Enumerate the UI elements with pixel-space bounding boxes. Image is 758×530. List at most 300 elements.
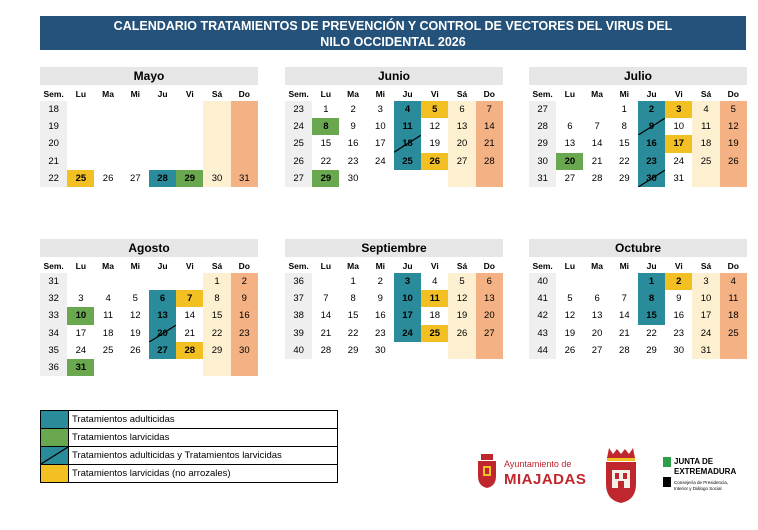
weekday-header: Ju <box>402 261 413 271</box>
day-cell: 2 <box>665 273 692 290</box>
weekday-header: Do <box>231 87 258 101</box>
day-cell: 15 <box>638 307 665 324</box>
day-cell <box>94 101 121 118</box>
day-cell <box>176 118 203 135</box>
day-cell: 18 <box>720 307 747 324</box>
day-number: 30 <box>646 172 657 184</box>
day-cell <box>149 118 176 135</box>
day-cell: 31 <box>692 342 719 359</box>
day-cell: 4 <box>105 293 111 305</box>
week-number: 42 <box>529 307 556 324</box>
day-cell <box>122 101 149 118</box>
week-row <box>285 101 503 118</box>
weekday-header: Lu <box>75 261 87 271</box>
day-cell <box>394 135 421 152</box>
day-cell <box>231 153 258 170</box>
day-cell <box>94 153 121 170</box>
week-number: 40 <box>529 273 556 290</box>
day-cell <box>176 101 203 118</box>
day-cell: 12 <box>564 310 576 322</box>
day-cell: 14 <box>619 310 630 322</box>
week-row <box>285 170 503 187</box>
legend-item <box>41 429 337 447</box>
page-title <box>40 16 746 50</box>
day-cell <box>476 342 503 359</box>
weekday-header: Sem. <box>40 259 67 273</box>
day-cell <box>122 359 149 376</box>
day-cell: 24 <box>673 155 685 167</box>
weekday-header: Ju <box>646 261 657 271</box>
day-cell: 20 <box>476 307 503 324</box>
day-cell: 23 <box>231 325 258 342</box>
weekday-header: Mi <box>375 89 386 99</box>
weekday-header: Sem. <box>285 259 312 273</box>
week-row <box>40 325 258 342</box>
week-row <box>40 118 258 135</box>
day-cell: 17 <box>394 307 421 324</box>
day-number: 9 <box>648 121 655 133</box>
coat-of-arms-icon <box>603 446 639 504</box>
week-row <box>40 101 258 118</box>
week-row <box>285 290 503 307</box>
day-cell: 7 <box>594 121 600 133</box>
day-cell: 14 <box>184 310 196 322</box>
weekday-header: Sá <box>448 259 475 273</box>
day-cell: 21 <box>320 327 332 339</box>
weekday-header: Ma <box>347 261 359 271</box>
week-number: 37 <box>285 290 312 307</box>
day-cell: 27 <box>149 342 176 359</box>
weekday-header: Sem. <box>529 259 556 273</box>
day-cell <box>94 359 121 376</box>
week-row <box>40 273 258 290</box>
day-cell: 10 <box>375 121 386 133</box>
weekday-header: Sá <box>203 87 230 101</box>
week-row <box>40 153 258 170</box>
day-cell: 5 <box>448 273 475 290</box>
day-cell: 19 <box>429 138 441 150</box>
weekday-header: Lu <box>320 261 332 271</box>
day-cell: 2 <box>231 273 258 290</box>
day-cell: 19 <box>448 307 475 324</box>
day-cell: 8 <box>621 121 627 133</box>
day-cell <box>720 342 747 359</box>
weekday-header: Ma <box>591 89 603 99</box>
day-cell <box>203 101 230 118</box>
day-cell: 10 <box>673 121 685 133</box>
day-cell: 24 <box>375 155 386 167</box>
day-cell: 28 <box>320 344 332 356</box>
legend-swatch <box>41 429 69 446</box>
weekday-header: Sá <box>692 259 719 273</box>
day-cell: 17 <box>75 327 87 339</box>
day-cell: 17 <box>665 135 692 152</box>
weekday-header: Do <box>476 259 503 273</box>
week-number: 20 <box>40 135 67 152</box>
day-cell: 1 <box>638 273 665 290</box>
month-grid <box>40 259 258 376</box>
week-number: 41 <box>529 290 556 307</box>
week-row <box>529 118 747 135</box>
weekday-header: Do <box>231 259 258 273</box>
day-cell <box>122 273 149 290</box>
weekday-header: Lu <box>75 89 87 99</box>
day-cell <box>556 101 583 118</box>
week-number: 32 <box>40 290 67 307</box>
day-cell: 7 <box>176 290 203 307</box>
weekday-header: Lu <box>564 261 576 271</box>
legend-label: Tratamientos larvicidas (no arrozales) <box>72 468 231 479</box>
week-number: 36 <box>40 359 67 376</box>
day-cell <box>176 359 203 376</box>
day-cell: 29 <box>619 172 630 184</box>
day-cell: 21 <box>619 327 630 339</box>
day-cell: 24 <box>692 325 719 342</box>
day-cell <box>231 118 258 135</box>
week-row <box>285 118 503 135</box>
month-calendar <box>40 67 258 187</box>
day-cell <box>176 153 203 170</box>
day-cell: 18 <box>692 135 719 152</box>
day-cell <box>556 273 583 290</box>
weekday-header: Ma <box>102 89 114 99</box>
week-number: 31 <box>529 170 556 187</box>
day-cell: 27 <box>448 153 475 170</box>
day-cell: 4 <box>720 273 747 290</box>
day-cell: 28 <box>591 172 603 184</box>
week-row <box>529 101 747 118</box>
weekday-header: Ma <box>591 261 603 271</box>
day-cell: 8 <box>350 293 356 305</box>
week-row <box>40 342 258 359</box>
month-calendar <box>529 239 747 359</box>
day-cell: 10 <box>67 307 94 324</box>
day-cell: 17 <box>692 307 719 324</box>
week-row <box>529 290 747 307</box>
legend-item <box>41 447 337 465</box>
day-cell: 14 <box>591 138 603 150</box>
title-line-2: NILO OCCIDENTAL 2026 <box>320 35 466 49</box>
day-cell: 1 <box>203 273 230 290</box>
day-cell: 7 <box>323 293 329 305</box>
week-number: 21 <box>40 153 67 170</box>
day-cell <box>638 170 665 187</box>
day-cell: 9 <box>676 293 682 305</box>
month-title: Septiembre <box>285 239 503 257</box>
day-cell: 2 <box>350 104 356 116</box>
day-cell: 9 <box>377 293 383 305</box>
month-title: Mayo <box>40 67 258 85</box>
month-title: Octubre <box>529 239 747 257</box>
day-cell: 27 <box>130 172 141 184</box>
day-cell: 25 <box>720 325 747 342</box>
junta-line-2: EXTREMADURA <box>674 467 737 476</box>
day-cell: 25 <box>692 153 719 170</box>
weekday-header: Sá <box>203 259 230 273</box>
month-grid <box>285 259 503 359</box>
day-cell: 28 <box>476 153 503 170</box>
day-cell: 3 <box>692 273 719 290</box>
week-number: 38 <box>285 307 312 324</box>
day-cell: 27 <box>476 325 503 342</box>
day-cell: 3 <box>394 273 421 290</box>
day-cell: 27 <box>564 172 576 184</box>
weekday-header: Vi <box>674 261 683 271</box>
weekday-header: Mi <box>130 89 141 99</box>
week-number: 33 <box>40 307 67 324</box>
ayto-big-text: MIAJADAS <box>504 471 587 488</box>
weekday-header: Mi <box>375 261 386 271</box>
day-cell <box>367 170 394 187</box>
day-cell: 12 <box>429 121 441 133</box>
day-cell: 25 <box>394 153 421 170</box>
week-row <box>285 325 503 342</box>
weekday-header: Do <box>720 259 747 273</box>
day-cell: 19 <box>720 135 747 152</box>
day-cell: 30 <box>673 344 685 356</box>
day-number: 20 <box>157 327 168 339</box>
weekday-header: Ju <box>157 89 168 99</box>
junta-sub-1: Consejería de Presidencia, <box>674 480 729 485</box>
day-cell: 26 <box>102 172 114 184</box>
day-cell <box>203 135 230 152</box>
day-cell: 4 <box>394 101 421 118</box>
day-cell: 4 <box>692 101 719 118</box>
day-cell: 15 <box>320 138 332 150</box>
day-cell: 29 <box>347 344 359 356</box>
day-cell: 15 <box>347 310 359 322</box>
day-cell: 15 <box>619 138 630 150</box>
day-cell: 26 <box>421 153 448 170</box>
title-line-1: CALENDARIO TRATAMIENTOS DE PREVENCIÓN Y CONTROL DE VECTORES DEL VIRUS DEL <box>113 19 673 33</box>
day-cell: 6 <box>594 293 600 305</box>
day-cell <box>203 153 230 170</box>
day-cell: 24 <box>394 325 421 342</box>
day-cell: 16 <box>375 310 386 322</box>
day-cell: 1 <box>350 276 356 288</box>
day-cell: 11 <box>421 290 448 307</box>
day-cell <box>312 273 339 290</box>
day-cell <box>476 170 503 187</box>
week-row <box>40 170 258 187</box>
week-number: 29 <box>529 135 556 152</box>
day-cell <box>122 118 149 135</box>
day-cell: 30 <box>347 172 359 184</box>
miajadas-shield-icon <box>477 454 497 488</box>
day-cell: 18 <box>102 327 114 339</box>
month-title: Agosto <box>40 239 258 257</box>
day-cell: 28 <box>619 344 630 356</box>
day-cell: 28 <box>176 342 203 359</box>
week-row <box>529 273 747 290</box>
day-cell: 5 <box>720 101 747 118</box>
day-cell: 20 <box>556 153 583 170</box>
day-cell <box>394 342 421 359</box>
day-cell: 23 <box>673 327 685 339</box>
week-row <box>40 307 258 324</box>
day-cell: 31 <box>673 172 685 184</box>
day-cell: 14 <box>320 310 332 322</box>
day-cell <box>149 153 176 170</box>
week-row <box>40 135 258 152</box>
week-number: 40 <box>285 342 312 359</box>
day-cell: 16 <box>673 310 685 322</box>
day-cell <box>67 153 94 170</box>
week-number: 18 <box>40 101 67 118</box>
week-row <box>40 359 258 376</box>
day-cell <box>448 170 475 187</box>
week-row <box>285 135 503 152</box>
week-row <box>285 153 503 170</box>
weekday-header: Vi <box>430 261 439 271</box>
day-cell <box>448 342 475 359</box>
legend-item <box>41 465 337 482</box>
ayto-small-text: Ayuntamiento de <box>504 459 572 469</box>
day-cell <box>231 359 258 376</box>
day-cell: 29 <box>203 342 230 359</box>
week-number: 36 <box>285 273 312 290</box>
day-cell: 1 <box>323 104 329 116</box>
day-cell: 6 <box>149 290 176 307</box>
day-cell: 19 <box>130 327 141 339</box>
weekday-header: Sem. <box>40 87 67 101</box>
day-cell: 16 <box>347 138 359 150</box>
day-cell: 10 <box>394 290 421 307</box>
day-cell: 5 <box>567 293 573 305</box>
day-cell: 11 <box>720 290 747 307</box>
day-cell <box>692 170 719 187</box>
day-cell: 29 <box>176 170 203 187</box>
weekday-header: Sem. <box>529 87 556 101</box>
week-row <box>529 153 747 170</box>
day-cell: 13 <box>476 290 503 307</box>
weekday-header: Vi <box>185 89 194 99</box>
day-cell: 21 <box>591 155 603 167</box>
day-cell: 20 <box>591 327 603 339</box>
day-cell: 26 <box>130 344 141 356</box>
day-cell <box>67 273 94 290</box>
day-number: 18 <box>402 138 413 150</box>
day-cell: 20 <box>448 135 475 152</box>
day-cell: 28 <box>149 170 176 187</box>
weekday-header: Mi <box>619 89 630 99</box>
legend-label: Tratamientos adulticidas <box>72 414 175 425</box>
day-cell: 23 <box>638 153 665 170</box>
logos-area <box>470 444 750 504</box>
weekday-header: Ju <box>646 89 657 99</box>
day-cell: 21 <box>476 135 503 152</box>
day-cell: 31 <box>67 359 94 376</box>
week-row <box>285 342 503 359</box>
day-cell <box>583 273 610 290</box>
day-cell: 13 <box>564 138 576 150</box>
day-cell: 23 <box>375 327 386 339</box>
day-cell: 5 <box>132 293 138 305</box>
day-cell: 18 <box>429 310 441 322</box>
day-cell <box>122 135 149 152</box>
weekday-header: Ma <box>347 89 359 99</box>
day-cell: 7 <box>621 293 627 305</box>
weekday-header: Vi <box>430 89 439 99</box>
day-cell: 27 <box>591 344 603 356</box>
day-cell <box>583 101 610 118</box>
day-cell <box>94 118 121 135</box>
week-number: 43 <box>529 325 556 342</box>
day-cell <box>149 359 176 376</box>
weekday-header: Ju <box>402 89 413 99</box>
day-cell: 22 <box>619 155 630 167</box>
day-cell <box>203 118 230 135</box>
weekday-header: Lu <box>564 89 576 99</box>
day-cell: 15 <box>203 307 230 324</box>
week-number: 22 <box>40 170 67 187</box>
weekday-header: Vi <box>674 89 683 99</box>
weekday-header: Mi <box>130 261 141 271</box>
day-cell <box>421 342 448 359</box>
week-number: 27 <box>285 170 312 187</box>
month-grid <box>285 87 503 187</box>
day-cell: 31 <box>231 170 258 187</box>
week-number: 28 <box>529 118 556 135</box>
day-cell: 13 <box>591 310 603 322</box>
weekday-header: Do <box>720 87 747 101</box>
day-cell <box>203 359 230 376</box>
legend <box>40 410 338 483</box>
day-cell: 24 <box>75 344 87 356</box>
day-cell: 21 <box>184 327 196 339</box>
legend-swatch <box>41 447 69 464</box>
junta-flag-icon <box>663 457 671 487</box>
day-cell: 22 <box>320 155 332 167</box>
day-cell <box>394 170 421 187</box>
junta-line-1: JUNTA DE <box>674 457 714 466</box>
day-cell <box>176 135 203 152</box>
month-title: Julio <box>529 67 747 85</box>
weekday-header: Lu <box>320 89 332 99</box>
week-row <box>285 273 503 290</box>
day-cell: 3 <box>665 101 692 118</box>
day-cell: 8 <box>203 290 230 307</box>
day-cell: 22 <box>347 327 359 339</box>
legend-swatch <box>41 465 69 482</box>
day-cell <box>67 135 94 152</box>
day-cell: 6 <box>448 101 475 118</box>
day-cell: 16 <box>638 135 665 152</box>
day-cell: 9 <box>350 121 356 133</box>
day-cell: 25 <box>421 325 448 342</box>
week-row <box>285 307 503 324</box>
day-cell: 10 <box>692 290 719 307</box>
month-title: Junio <box>285 67 503 85</box>
day-cell: 6 <box>567 121 573 133</box>
month-calendar <box>285 67 503 187</box>
day-cell: 9 <box>231 290 258 307</box>
week-number: 30 <box>529 153 556 170</box>
day-cell <box>149 135 176 152</box>
day-cell <box>67 118 94 135</box>
day-cell: 29 <box>312 170 339 187</box>
day-cell: 30 <box>231 342 258 359</box>
day-cell: 7 <box>476 101 503 118</box>
day-cell <box>176 273 203 290</box>
week-number: 34 <box>40 325 67 342</box>
day-cell: 30 <box>375 344 386 356</box>
week-row <box>529 342 747 359</box>
week-number: 39 <box>285 325 312 342</box>
junta-sub-2: Interior y Diálogo Social <box>674 486 722 491</box>
day-cell <box>67 101 94 118</box>
day-cell: 3 <box>78 293 84 305</box>
